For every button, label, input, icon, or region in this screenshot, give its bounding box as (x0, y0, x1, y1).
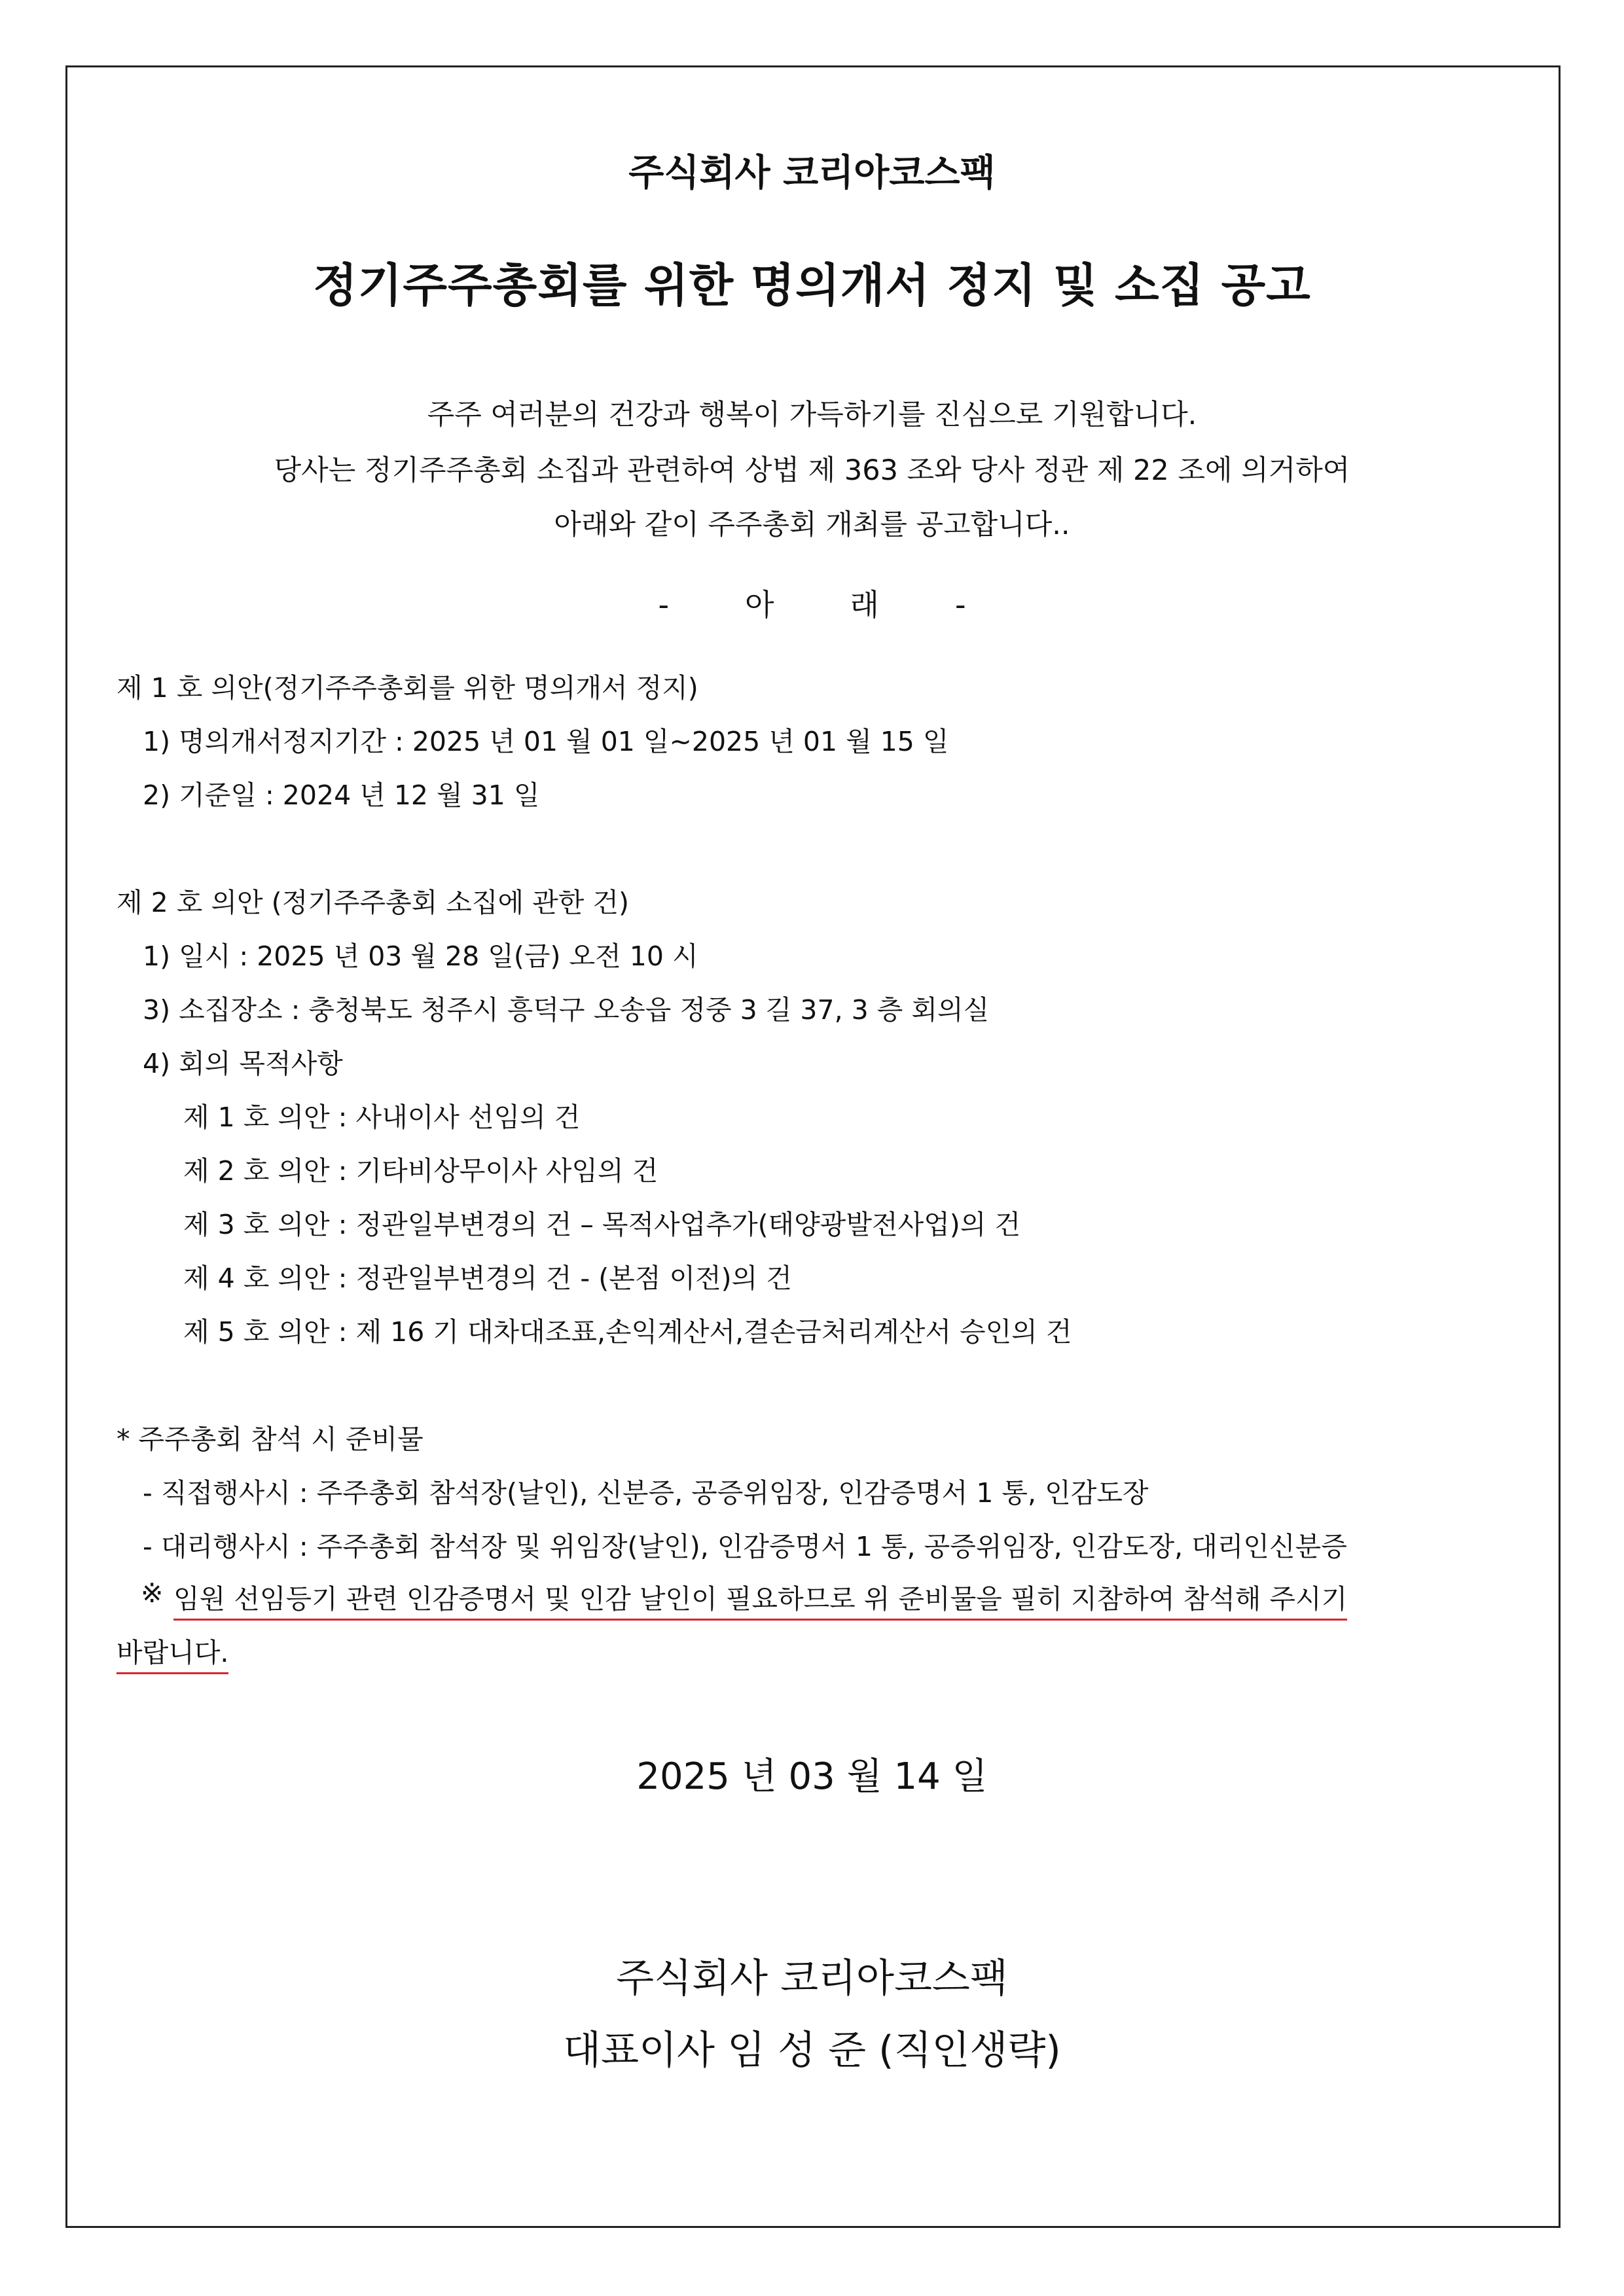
agenda2-item-4: 4) 회의 목적사항 (143, 1048, 343, 1079)
document-border (65, 65, 1561, 2228)
purpose-item-4: 제 4 호 의안 : 정관일부변경의 건 - (본점 이전)의 건 (183, 1263, 792, 1294)
intro-line-2: 당사는 정기주주총회 소집과 관련하여 상법 제 363 조와 당사 정관 제 22 조에 의거하여 (274, 454, 1350, 487)
arae-heading (0, 581, 1624, 624)
arae-a: 아 (745, 587, 774, 622)
agenda2-item-1: 1) 일시 : 2025 년 03 월 28 일(금) 오전 10 시 (143, 941, 698, 972)
agenda1-item-2: 2) 기준일 : 2024 년 12 월 31 일 (143, 780, 540, 811)
note-line-2-text: 바랍니다. (117, 1637, 228, 1674)
arae-rae: 래 (850, 587, 879, 622)
note-line-1-text: 임원 선임등기 관련 인감증명서 및 인감 날인이 필요하므로 위 준비물을 필히 지참하여 참석해 주시기 (173, 1583, 1347, 1621)
intro-line-1: 주주 여러분의 건강과 행복이 가득하기를 진심으로 기원합니다. (427, 399, 1197, 431)
purpose-item-1: 제 1 호 의안 : 사내이사 선임의 건 (183, 1102, 581, 1133)
agenda1-item-1: 1) 명의개서정지기간 : 2025 년 01 월 01 일~2025 년 01 월 15 일 (143, 726, 949, 757)
preparation-heading: * 주주총회 참석 시 준비물 (117, 1424, 424, 1455)
note-line-1 (173, 1577, 1347, 1616)
agenda2-heading: 제 2 호 의안 (정기주주총회 소집에 관한 건) (117, 887, 629, 918)
note-mark: ※ (141, 1577, 164, 1609)
purpose-item-3: 제 3 호 의안 : 정관일부변경의 건 – 목적사업추가(태양광발전사업)의 건 (183, 1209, 1021, 1240)
preparation-item-proxy: - 대리행사시 : 주주총회 참석장 및 위임장(날인), 인감증명서 1 통, 공증위임장, 인감도장, 대리인신분증 (143, 1531, 1347, 1562)
preparation-item-direct: - 직접행사시 : 주주총회 참석장(날인), 신분증, 공증위임장, 인감증명서 1 통, 인감도장 (143, 1477, 1149, 1509)
agenda1-heading: 제 1 호 의안(정기주주총회를 위한 명의개서 정지) (117, 672, 698, 704)
purpose-item-2: 제 2 호 의안 : 기타비상무이사 사임의 건 (183, 1155, 659, 1187)
arae-dash-right: - (954, 587, 966, 622)
intro-line-3: 아래와 같이 주주총회 개최를 공고합니다.. (554, 509, 1070, 541)
agenda2-item-3: 3) 소집장소 : 충청북도 청주시 흥덕구 오송읍 정중 3 길 37, 3 층 회의실 (143, 994, 990, 1026)
arae-dash-left: - (658, 587, 670, 622)
notice-date: 2025 년 03 월 14 일 (636, 1755, 988, 1798)
signature-ceo: 대표이사 임 성 준 (직인생략) (563, 2028, 1061, 2073)
document-title: 정기주주총회를 위한 명의개서 정지 및 소집 공고 (313, 259, 1311, 312)
note-line-2 (117, 1631, 228, 1670)
company-name-header: 주식회사 코리아코스팩 (628, 152, 996, 194)
purpose-item-5: 제 5 호 의안 : 제 16 기 대차대조표,손익계산서,결손금처리계산서 승인의 건 (183, 1316, 1072, 1348)
signature-company: 주식회사 코리아코스팩 (616, 1956, 1008, 2001)
